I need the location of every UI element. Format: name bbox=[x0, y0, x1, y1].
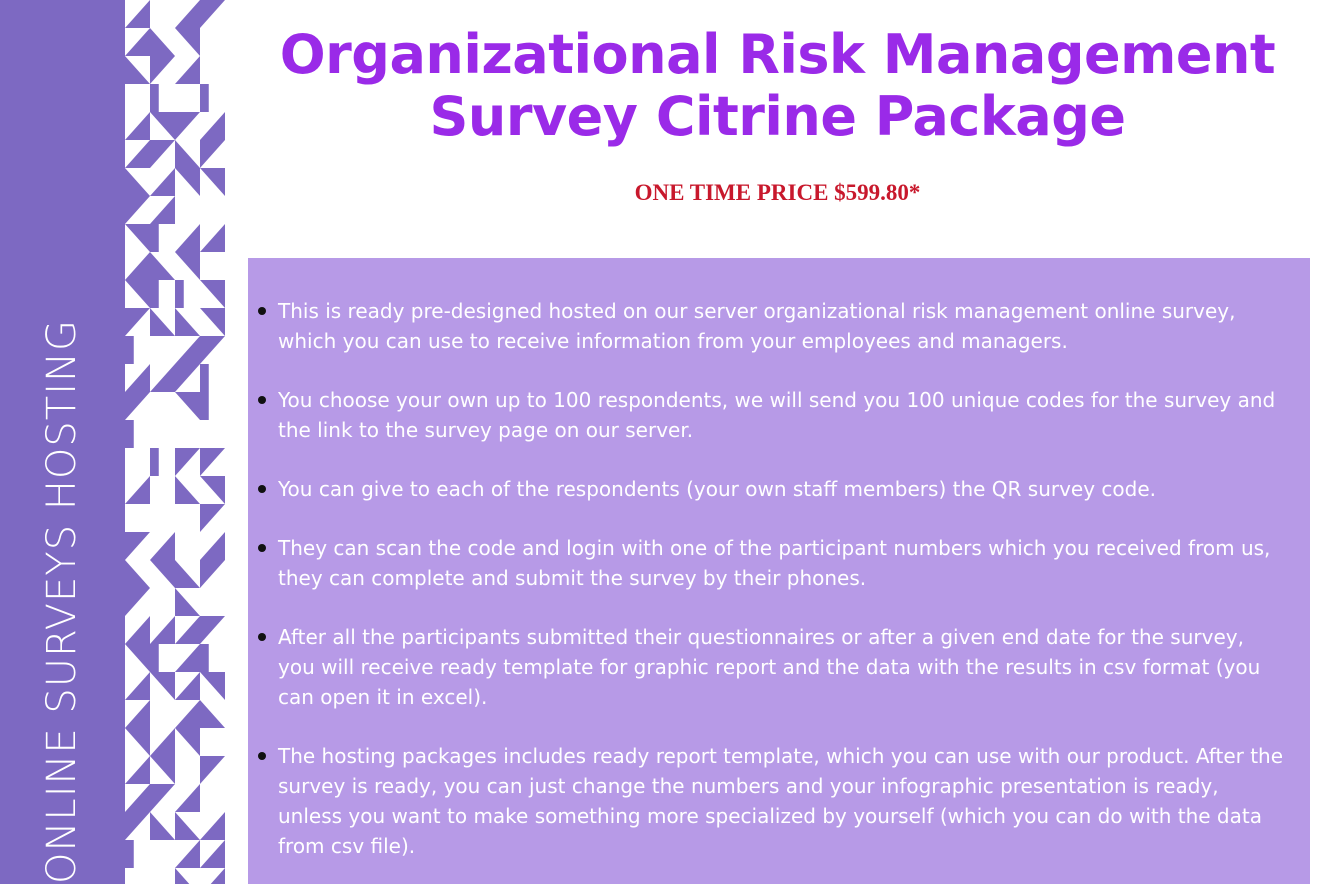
pattern-triangle bbox=[125, 168, 150, 196]
pattern-triangle bbox=[150, 196, 175, 224]
pattern-triangle bbox=[175, 672, 200, 700]
pattern-triangle bbox=[125, 392, 150, 420]
pattern-triangle bbox=[125, 700, 150, 728]
pattern-triangle bbox=[175, 112, 200, 140]
pattern-triangle bbox=[125, 840, 134, 868]
feature-text: The hosting packages includes ready report template, which you can use with our product. After the survey is ready, you can just change the numbers and your infographic presentation is ready, unless you want to make something more specialized by yourself (which you can do with the data from csv file). bbox=[278, 744, 1284, 858]
title-survey-word: Survey bbox=[429, 85, 656, 148]
pattern-triangle bbox=[150, 756, 175, 784]
bullet-icon bbox=[258, 633, 266, 641]
pattern-triangle bbox=[150, 168, 175, 196]
pattern-triangle bbox=[200, 336, 225, 364]
pattern-triangle bbox=[175, 840, 200, 868]
bullet-icon bbox=[258, 544, 266, 552]
page-title bbox=[230, 24, 1325, 148]
pattern-triangle bbox=[175, 308, 200, 336]
pattern-triangle bbox=[150, 140, 175, 168]
pattern-triangle bbox=[125, 728, 150, 756]
pattern-triangle bbox=[125, 280, 150, 308]
pattern-triangle bbox=[125, 644, 150, 672]
feature-text: You can give to each of the respondents (your own staff members) the QR survey code. bbox=[278, 477, 1157, 501]
pattern-triangle bbox=[125, 812, 150, 840]
pattern-triangle bbox=[175, 252, 200, 280]
bullet-icon bbox=[258, 752, 266, 760]
feature-item bbox=[278, 622, 1286, 712]
pattern-triangle bbox=[125, 784, 150, 812]
pattern-triangle bbox=[150, 616, 175, 644]
pattern-triangle bbox=[125, 308, 150, 336]
pattern-triangle bbox=[175, 588, 200, 616]
pattern-triangle bbox=[175, 728, 200, 756]
pattern-triangle bbox=[125, 336, 134, 364]
pattern-triangle bbox=[200, 84, 209, 112]
pattern-triangle bbox=[150, 84, 159, 112]
pattern-triangle bbox=[175, 644, 200, 672]
pattern-triangle bbox=[200, 840, 225, 868]
pattern-triangle bbox=[200, 644, 209, 672]
pattern-triangle bbox=[200, 140, 225, 168]
pattern-triangle bbox=[175, 0, 200, 28]
pattern-triangle bbox=[200, 392, 209, 420]
pattern-triangle bbox=[175, 336, 200, 364]
pattern-triangle bbox=[200, 0, 225, 28]
pattern-triangle bbox=[150, 560, 175, 588]
pattern-triangle bbox=[175, 868, 200, 884]
pattern-triangle bbox=[125, 252, 150, 280]
pattern-triangle bbox=[200, 224, 225, 252]
pattern-triangle bbox=[125, 756, 150, 784]
pattern-triangle bbox=[125, 224, 150, 252]
pattern-triangle bbox=[125, 28, 150, 56]
pattern-triangle bbox=[150, 364, 175, 392]
pattern-triangle bbox=[175, 140, 200, 168]
pattern-triangle bbox=[175, 476, 200, 504]
pattern-triangle bbox=[175, 784, 200, 812]
pattern-triangle bbox=[175, 700, 200, 728]
pattern-triangle bbox=[125, 532, 150, 560]
pattern-triangle bbox=[175, 812, 200, 840]
feature-item bbox=[278, 385, 1286, 445]
bullet-icon bbox=[258, 396, 266, 404]
pattern-triangle bbox=[200, 616, 225, 644]
bullet-icon bbox=[258, 307, 266, 315]
pattern-triangle bbox=[200, 812, 225, 840]
pattern-triangle bbox=[150, 784, 175, 812]
pattern-triangle bbox=[175, 392, 200, 420]
title-line-2 bbox=[230, 86, 1325, 148]
title-line-1: Organizational Risk Management bbox=[279, 23, 1276, 86]
pattern-triangle bbox=[150, 224, 159, 252]
pattern-triangle bbox=[125, 0, 150, 28]
pattern-triangle bbox=[200, 308, 225, 336]
pattern-triangle bbox=[175, 168, 200, 196]
pattern-triangle bbox=[125, 56, 150, 84]
pattern-triangle bbox=[150, 56, 175, 84]
pattern-triangle bbox=[150, 644, 159, 672]
pattern-triangle bbox=[200, 560, 225, 588]
pattern-triangle bbox=[150, 280, 159, 308]
pattern-triangle bbox=[175, 224, 200, 252]
pattern-triangle bbox=[175, 616, 200, 644]
pattern-triangle bbox=[150, 112, 175, 140]
pattern-triangle bbox=[125, 588, 150, 616]
pattern-triangle bbox=[150, 252, 175, 280]
bullet-icon bbox=[258, 485, 266, 493]
pattern-triangle bbox=[125, 196, 150, 224]
pattern-triangle bbox=[200, 672, 225, 700]
pattern-triangle bbox=[125, 672, 150, 700]
pattern-triangle bbox=[200, 504, 225, 532]
pattern-triangle bbox=[175, 280, 184, 308]
features-list bbox=[248, 258, 1310, 861]
pattern-triangle bbox=[125, 616, 150, 644]
pattern-triangle bbox=[150, 448, 159, 476]
pattern-triangle bbox=[200, 532, 225, 560]
pattern-triangle bbox=[200, 280, 225, 308]
pattern-triangle bbox=[125, 140, 150, 168]
pattern-triangle bbox=[200, 476, 225, 504]
pattern-triangle bbox=[200, 756, 225, 784]
pattern-triangle bbox=[200, 112, 225, 140]
pattern-triangle bbox=[125, 560, 150, 588]
pattern-triangle bbox=[175, 28, 200, 56]
pattern-triangle bbox=[125, 420, 134, 448]
feature-item bbox=[278, 533, 1286, 593]
pattern-triangle bbox=[175, 56, 200, 84]
feature-text: You choose your own up to 100 respondents, we will send you 100 unique codes for the survey and the link to the survey page on our server. bbox=[278, 388, 1276, 442]
pattern-triangle bbox=[125, 476, 150, 504]
pattern-triangle bbox=[150, 672, 175, 700]
decorative-triangle-pattern bbox=[125, 0, 225, 884]
pattern-triangle bbox=[150, 532, 175, 560]
title-package-name: Citrine Package bbox=[655, 85, 1126, 148]
pattern-triangle bbox=[125, 364, 150, 392]
pattern-triangle bbox=[200, 168, 225, 196]
pattern-triangle bbox=[175, 560, 200, 588]
feature-text: After all the participants submitted their questionnaires or after a given end date for the survey, you will receive ready template for graphic report and the data with the results in csv format (you can open it in excel). bbox=[278, 625, 1261, 709]
pattern-triangle bbox=[150, 28, 175, 56]
pattern-triangle bbox=[200, 700, 225, 728]
pattern-triangle bbox=[175, 364, 200, 392]
feature-item bbox=[278, 741, 1286, 861]
pattern-triangle bbox=[150, 308, 175, 336]
pattern-triangle bbox=[150, 728, 175, 756]
side-banner-label: ONLINE SURVEYS HOSTING bbox=[39, 319, 85, 884]
feature-item bbox=[278, 474, 1286, 504]
pattern-triangle bbox=[150, 812, 175, 840]
pattern-triangle bbox=[200, 364, 209, 392]
price-label: ONE TIME PRICE $599.80* bbox=[634, 180, 921, 205]
pattern-triangle bbox=[200, 868, 225, 884]
pattern-triangle bbox=[175, 448, 200, 476]
pattern-triangle bbox=[200, 448, 225, 476]
feature-text: They can scan the code and login with one of the participant numbers which you received from us, they can complete and submit the survey by their phones. bbox=[278, 536, 1271, 590]
feature-text: This is ready pre-designed hosted on our server organizational risk management online survey, which you can use to receive information from your employees and managers. bbox=[278, 299, 1236, 353]
features-panel bbox=[248, 258, 1310, 884]
feature-item bbox=[278, 296, 1286, 356]
pattern-triangle bbox=[125, 112, 150, 140]
